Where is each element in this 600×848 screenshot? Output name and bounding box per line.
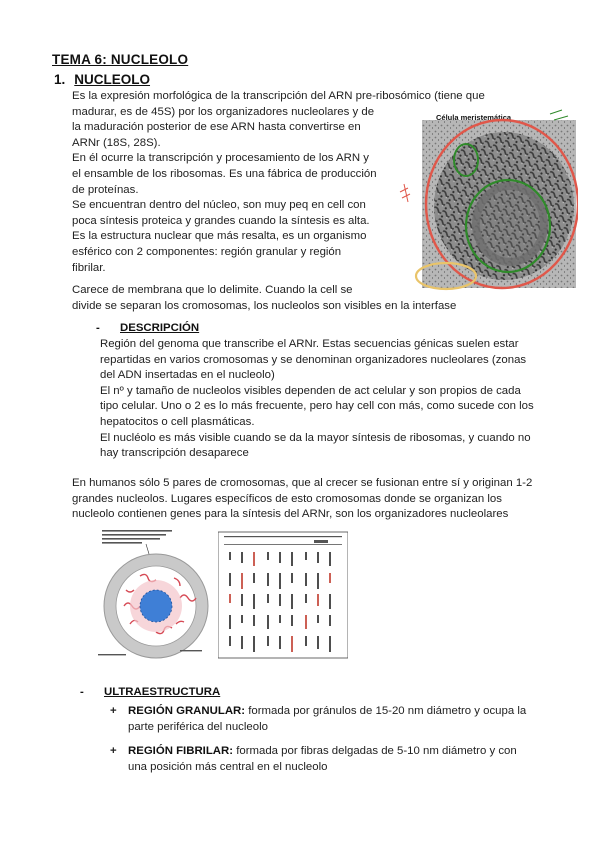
bullet-term: REGIÓN FIBRILAR: (128, 745, 234, 757)
intro-line: de proteínas. (72, 183, 139, 196)
meristematic-cell-micrograph (392, 106, 578, 301)
section-heading-nucleolo (54, 72, 150, 87)
intro-line: el ensamble de los ribosomas. Es una fábrica de producción (72, 167, 377, 180)
section-heading-ultraestructura (80, 686, 220, 698)
diagram-caption-scribble (102, 530, 172, 544)
descripcion-line: repartidas en varios cromosomas y se denominan organizadores nucleolares (zonas (100, 353, 527, 366)
intro-line: divide se separan los cromosomas, los nucleolos son visibles en la interfase (72, 299, 457, 312)
intro-line: Es la expresión morfológica de la transcripción del ARN pre-ribosómico (tiene que (72, 90, 485, 102)
humanos-line: nucleolo contienen genes para la síntesis del ARNr, son los organizadores nucleolares (72, 508, 509, 521)
bullet-item-fibrilar (110, 744, 550, 775)
intro-line: Es la estructura nuclear que más resalta, es un organismo (72, 230, 367, 243)
descripcion-line: El nº y tamaño de nucleolos visibles dependen de act celular y son propios de cada (100, 384, 521, 397)
intro-line: la maduración posterior de ese ARN hasta convertirse en (72, 121, 361, 134)
annotation-scribble-left (400, 184, 410, 202)
bullet-item-granular (110, 704, 550, 735)
dash: - (80, 686, 84, 698)
intro-line: Se encuentran dentro del núcleo, son muy peq en cell con (72, 199, 366, 212)
karyotype-figure (218, 530, 348, 665)
micrograph-label: Célula meristemática (436, 113, 512, 122)
bullet-text: formada por gránulos de 15-20 nm diámetro y ocupa la (245, 705, 527, 717)
descripcion-line: hepatocitos o cell plasmáticas. (100, 415, 255, 428)
section-label: DESCRIPCIÓN (120, 322, 200, 334)
page-title: TEMA 6: NUCLEOLO (52, 52, 189, 67)
descripcion-line: tipo celular. Uno o 2 es lo más frecuente, pero hay cell con más, como sucede con los (100, 400, 534, 413)
bullet-plus: + (110, 745, 117, 757)
humanos-line: grandes nucleolos. Lugares específicos de esto cromosomas donde se organizan los (72, 492, 502, 505)
descripcion-line: del ADN insertadas en el nucleolo) (100, 369, 275, 382)
section-label: ULTRAESTRUCTURA (104, 686, 221, 698)
intro-line: esférico con 2 componentes: región granular y región (72, 245, 342, 258)
descripcion-line: El nucléolo es más visible cuando se da la mayor síntesis de ribosomas, y cuando no (100, 431, 531, 444)
descripcion-line: hay transcripción desaparece (100, 447, 249, 460)
intro-line: ARNr (18S, 28S). (72, 136, 161, 149)
intro-line: En él ocurre la transcripción y procesamiento de los ARN y (72, 152, 369, 165)
dash: - (96, 322, 100, 334)
intro-line: madurar, es de 45S) por los organizadores nucleolares y de (72, 105, 375, 118)
bullet-text-cont: parte periférica del nucleolo (128, 720, 268, 733)
annotation-scribble-top (550, 110, 568, 120)
section-label: NUCLEOLO (74, 72, 151, 87)
intro-line: Carece de membrana que lo delimite. Cuando la cell se (72, 284, 353, 296)
intro-line: fibrilar. (72, 261, 106, 274)
nucleolus-diagram (96, 528, 214, 667)
bullet-term: REGIÓN GRANULAR: (128, 705, 246, 717)
bullet-plus: + (110, 705, 117, 717)
bullet-text-cont: una posición más central en el nucleolo (128, 760, 328, 773)
descripcion-paragraph (100, 337, 540, 462)
humanos-paragraph (72, 476, 562, 523)
bullet-text: formada por fibras delgadas de 5-10 nm diámetro y con (233, 745, 517, 757)
section-heading-descripcion (96, 322, 199, 334)
humanos-line: En humanos sólo 5 pares de cromosomas, que al crecer se fusionan entre sí y originan 1-2 (72, 477, 533, 489)
descripcion-line: Región del genoma que transcribe el ARNr. Estas secuencias génicas suelen estar (100, 338, 519, 350)
section-number: 1. (54, 72, 66, 87)
intro-line: poca síntesis proteica y grandes cuando la síntesis es alta. (72, 214, 370, 227)
